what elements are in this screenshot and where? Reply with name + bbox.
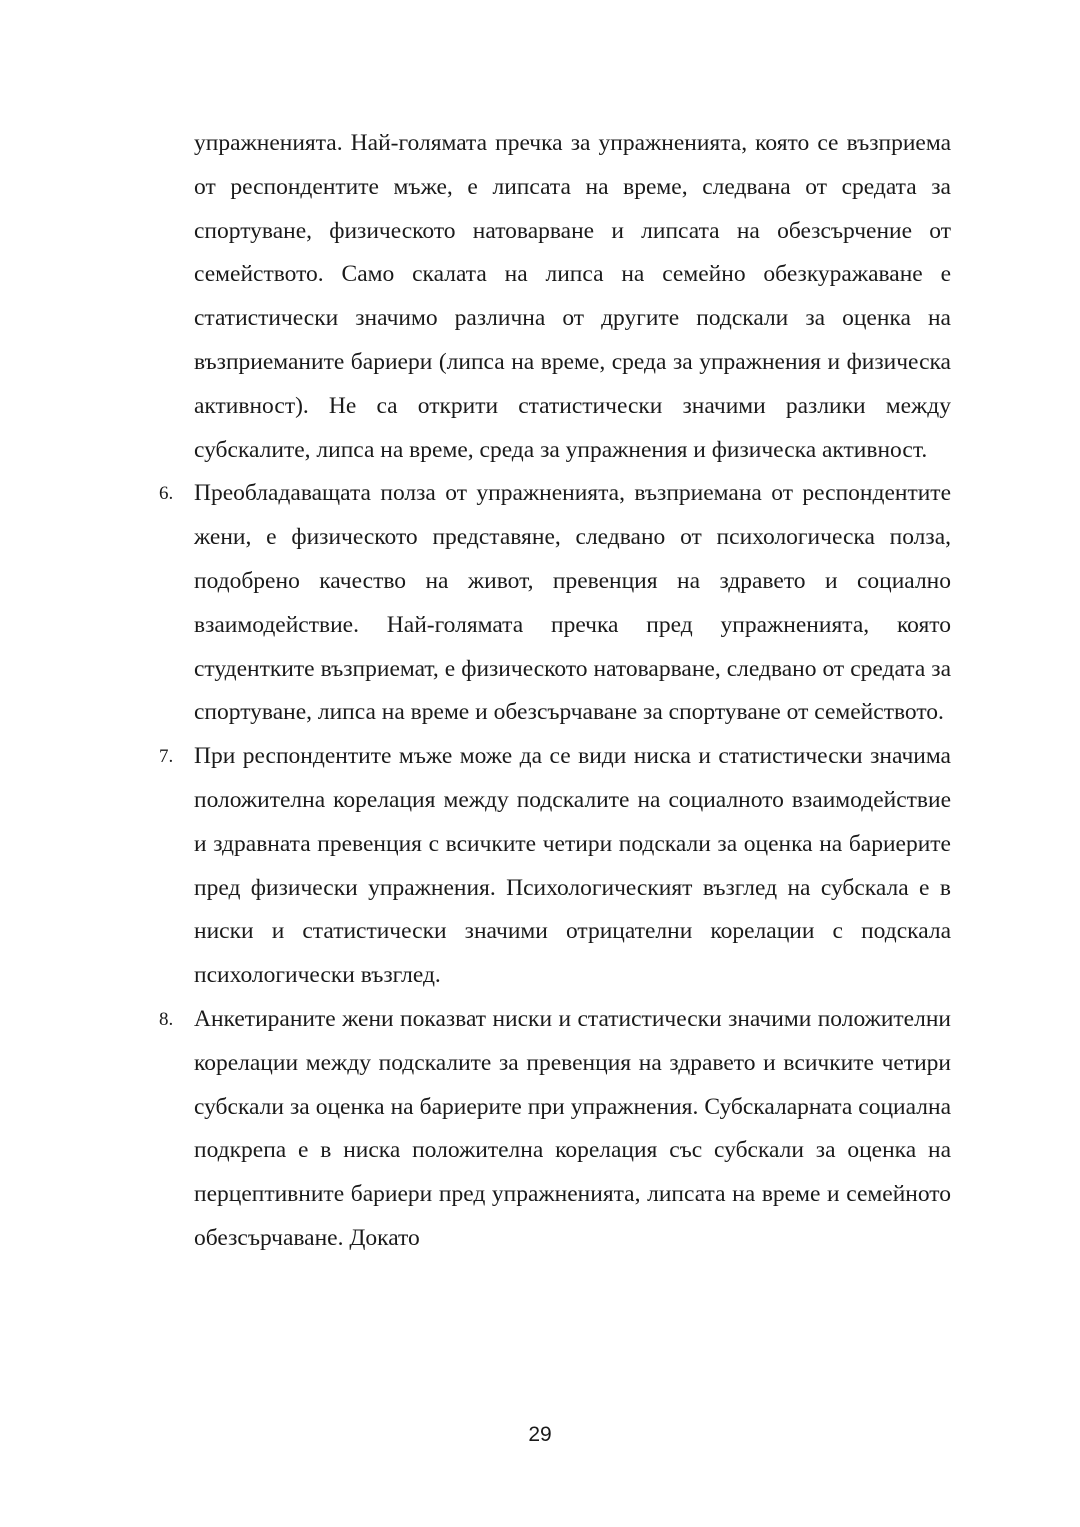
list-item-text: При респондентите мъже може да се види ниска и статистически значима положителна корелация между подскалите на социалното взаимодействие и здравната превенция с всичките четири подскали за оценка на бариерите пред физически упражнения. Психологическият възглед на субскала е в ниски и статистически значими отрицателни корелации с подскала психологически възглед.: [194, 743, 951, 989]
list-item-8: [159, 998, 951, 1261]
list-item-6: [159, 472, 951, 735]
list-item-number: 6.: [159, 483, 174, 505]
intro-paragraph: упражненията. Най-голямата пречка за упражненията, която се възприема от респондентите мъже, е липсата на време, следвана от средата за спортуване, физическото натоварване и липсата на обезсърчение от семейството. Само скалата на липса на семейно обезкуражаване е статистически значимо различна от другите подскали за оценка на възприеманите бариери (липса на време, среда за упражнения и физическа активност). Не са открити статистически значими разлики между субскалите, липса на време, среда за упражнения и физическа активност.: [194, 130, 951, 463]
body-text: [159, 122, 951, 1261]
list-item-text: Анкетираните жени показват ниски и статистически значими положителни корелации между подскалите за превенция на здравето и всичките четири субскали за оценка на бариерите при упражнения. Субскаларната социална подкрепа е в ниска положителна корелация със субскали за оценка на перцептивните бариери пред упражненията, липсата на време и семейното обезсърчаване. Докато: [194, 1005, 951, 1251]
list-item-7: [159, 735, 951, 998]
page-number: 29: [528, 1423, 552, 1446]
list-item-number: 8.: [159, 1008, 174, 1030]
list-item-number: 7.: [159, 746, 174, 768]
list-item-text: Преобладаващата полза от упражненията, възприемана от респондентите жени, е физическото представяне, следвано от психологическа полза, подобрено качество на живот, превенция на здравето и социално взаимодействие. Най-голямата пречка пред упражненията, която студентките възприемат, е физическото натоварване, следвано от средата за спортуване, липса на време и обезсърчаване за спортуване от семейството.: [194, 480, 951, 726]
